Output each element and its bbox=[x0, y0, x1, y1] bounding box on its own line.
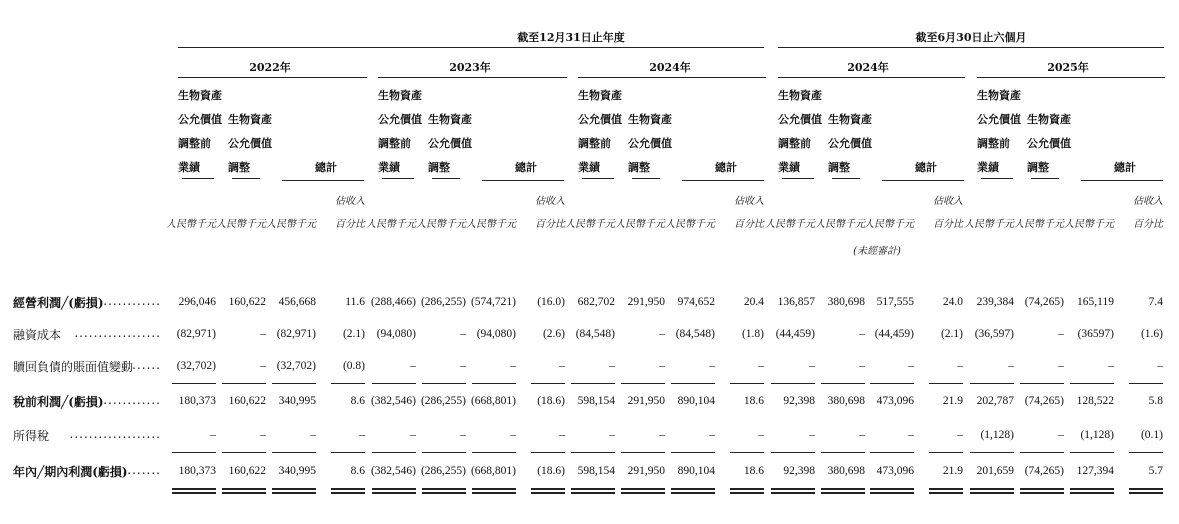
pre-adj-header-line: 業績 bbox=[778, 161, 800, 174]
table-cell: – bbox=[659, 328, 665, 340]
table-cell: (32,702) bbox=[176, 360, 216, 372]
unit-rmb: 人民幣千元 bbox=[815, 219, 865, 230]
unit-rmb: 人民幣千元 bbox=[1014, 219, 1064, 230]
table-cell: (94,080) bbox=[376, 328, 416, 340]
unit-rmb: 人民幣千元 bbox=[416, 219, 466, 230]
total-rule bbox=[222, 452, 266, 453]
row-label: 贖回負債的賬面值變動 bbox=[13, 360, 134, 374]
table-cell: – bbox=[957, 360, 963, 372]
total-rule bbox=[1070, 452, 1114, 453]
subtotal-rule bbox=[222, 383, 266, 384]
header-underline bbox=[382, 178, 414, 179]
table-cell: (82,971) bbox=[176, 328, 216, 340]
table-cell: 5.8 bbox=[1148, 395, 1163, 407]
total-header: 總計 bbox=[315, 161, 337, 174]
table-cell: (286,255) bbox=[420, 395, 466, 407]
adj-header-line: 公允價值 bbox=[1027, 137, 1071, 150]
table-cell: 160,622 bbox=[228, 296, 266, 308]
year-header: 2024年 bbox=[649, 61, 691, 74]
table-cell: 291,950 bbox=[627, 296, 665, 308]
table-cell: 8.6 bbox=[350, 465, 365, 477]
double-rule bbox=[531, 488, 565, 494]
table-cell: (44,459) bbox=[775, 328, 815, 340]
table-cell: 517,555 bbox=[876, 296, 914, 308]
row-label: 經營利潤╱(虧損) bbox=[13, 296, 104, 310]
table-cell: (0.1) bbox=[1140, 429, 1163, 441]
header-underline bbox=[432, 178, 460, 179]
table-cell: – bbox=[908, 429, 914, 441]
subtotal-rule bbox=[1129, 383, 1163, 384]
total-rule bbox=[472, 452, 516, 453]
table-cell: (18.6) bbox=[537, 395, 565, 407]
total-rule bbox=[821, 452, 865, 453]
total-header: 總計 bbox=[915, 161, 937, 174]
subtotal-rule bbox=[531, 383, 565, 384]
table-cell: – bbox=[659, 429, 665, 441]
header-underline bbox=[632, 178, 660, 179]
pre-adj-header-line: 調整前 bbox=[378, 137, 411, 150]
total-header: 總計 bbox=[715, 161, 737, 174]
pct-header-line: 佔收入 bbox=[1133, 196, 1163, 207]
adj-header-line: 調整 bbox=[228, 161, 250, 174]
table-cell: (668,801) bbox=[470, 395, 516, 407]
year-header: 2022年 bbox=[249, 61, 291, 74]
unit-rmb: 人民幣千元 bbox=[565, 219, 615, 230]
double-rule bbox=[172, 488, 216, 494]
total-rule bbox=[422, 452, 466, 453]
pre-adj-header-line: 業績 bbox=[578, 161, 600, 174]
subtotal-rule bbox=[970, 383, 1014, 384]
pct-header-line: 佔收入 bbox=[734, 196, 764, 207]
double-rule bbox=[730, 488, 764, 494]
total-rule bbox=[372, 452, 416, 453]
table-cell: (382,546) bbox=[370, 395, 416, 407]
table-cell: – bbox=[609, 360, 615, 372]
table-cell: 291,950 bbox=[627, 395, 665, 407]
header-underline bbox=[832, 178, 860, 179]
table-cell: 598,154 bbox=[577, 395, 615, 407]
table-cell: (286,255) bbox=[420, 465, 466, 477]
table-cell: (18.6) bbox=[537, 465, 565, 477]
subtotal-rule bbox=[671, 383, 715, 384]
table-cell: – bbox=[809, 360, 815, 372]
row-leader: ........ bbox=[122, 463, 161, 477]
adj-header-line: 公允價值 bbox=[228, 137, 272, 150]
table-cell: (94,080) bbox=[476, 328, 516, 340]
table-cell: – bbox=[310, 429, 316, 441]
table-cell: (32,702) bbox=[276, 360, 316, 372]
table-cell: 473,096 bbox=[876, 465, 914, 477]
unit-rmb: 人民幣千元 bbox=[864, 219, 914, 230]
table-cell: 682,702 bbox=[577, 296, 615, 308]
row-label: 所得稅 bbox=[13, 429, 50, 443]
pct-header-line: 百分比 bbox=[335, 219, 365, 230]
subtotal-rule bbox=[1070, 383, 1114, 384]
table-cell: 92,398 bbox=[783, 395, 815, 407]
pct-header-line: 佔收入 bbox=[335, 196, 365, 207]
subtotal-rule bbox=[621, 383, 665, 384]
total-rule bbox=[621, 452, 665, 453]
table-cell: (1,128) bbox=[980, 429, 1014, 441]
total-rule bbox=[331, 452, 365, 453]
year-header: 2025年 bbox=[1047, 61, 1089, 74]
table-cell: (84,548) bbox=[575, 328, 615, 340]
double-rule bbox=[372, 488, 416, 494]
subtotal-rule bbox=[771, 383, 815, 384]
unit-rmb: 人民幣千元 bbox=[615, 219, 665, 230]
pre-adj-header-line: 生物資產 bbox=[578, 89, 622, 102]
pct-header-line: 百分比 bbox=[933, 219, 963, 230]
table-cell: 380,698 bbox=[827, 395, 865, 407]
table-cell: – bbox=[460, 429, 466, 441]
table-cell: 890,104 bbox=[677, 465, 715, 477]
header-underline bbox=[1081, 180, 1163, 181]
table-cell: – bbox=[709, 429, 715, 441]
table-cell: 18.6 bbox=[743, 465, 764, 477]
table-cell: 18.6 bbox=[743, 395, 764, 407]
row-leader: ........ bbox=[122, 358, 161, 372]
adj-header-line: 調整 bbox=[828, 161, 850, 174]
table-cell: – bbox=[260, 429, 266, 441]
year-rule bbox=[977, 77, 1165, 78]
row-leader: ................... bbox=[69, 427, 161, 441]
table-cell: 8.6 bbox=[350, 395, 365, 407]
row-label: 年內╱期內利潤(虧損) bbox=[13, 465, 128, 479]
double-rule bbox=[1129, 488, 1163, 494]
table-cell: 127,394 bbox=[1076, 465, 1114, 477]
table-cell: 180,373 bbox=[178, 465, 216, 477]
pct-header-line: 百分比 bbox=[1133, 219, 1163, 230]
table-cell: – bbox=[758, 360, 764, 372]
unit-rmb: 人民幣千元 bbox=[665, 219, 715, 230]
pct-header-line: 百分比 bbox=[535, 219, 565, 230]
header-underline bbox=[232, 178, 260, 179]
table-cell: 380,698 bbox=[827, 296, 865, 308]
row-leader: ............ bbox=[103, 393, 161, 407]
double-rule bbox=[222, 488, 266, 494]
table-cell: 296,046 bbox=[178, 296, 216, 308]
header-underline bbox=[1031, 178, 1059, 179]
double-rule bbox=[671, 488, 715, 494]
total-rule bbox=[531, 452, 565, 453]
pre-adj-header-line: 生物資產 bbox=[378, 89, 422, 102]
table-cell: 165,119 bbox=[1077, 296, 1114, 308]
total-rule bbox=[272, 452, 316, 453]
table-cell: 340,995 bbox=[278, 395, 316, 407]
pre-adj-header-line: 業績 bbox=[977, 161, 999, 174]
table-cell: 974,652 bbox=[677, 296, 715, 308]
double-rule bbox=[621, 488, 665, 494]
table-cell: 598,154 bbox=[577, 465, 615, 477]
double-rule bbox=[821, 488, 865, 494]
unit-rmb: 人民幣千元 bbox=[266, 219, 316, 230]
pre-adj-header-line: 公允價值 bbox=[378, 113, 422, 126]
adj-header-line: 生物資產 bbox=[1027, 113, 1071, 126]
double-rule bbox=[472, 488, 516, 494]
table-cell: – bbox=[1108, 360, 1114, 372]
pre-adj-header-line: 生物資產 bbox=[178, 89, 222, 102]
header-underline bbox=[482, 180, 564, 181]
subtotal-rule bbox=[821, 383, 865, 384]
table-cell: (2.6) bbox=[542, 328, 565, 340]
subtotal-rule bbox=[472, 383, 516, 384]
table-cell: (36597) bbox=[1077, 328, 1114, 340]
table-cell: – bbox=[1157, 360, 1163, 372]
year-header: 2023年 bbox=[449, 61, 491, 74]
table-cell: (16.0) bbox=[537, 296, 565, 308]
table-cell: – bbox=[460, 360, 466, 372]
table-cell: 380,698 bbox=[827, 465, 865, 477]
table-cell: (74,265) bbox=[1024, 465, 1064, 477]
table-cell: – bbox=[210, 429, 216, 441]
pre-adj-header-line: 調整前 bbox=[578, 137, 611, 150]
table-cell: (0.8) bbox=[342, 360, 365, 372]
table-cell: (382,546) bbox=[370, 465, 416, 477]
total-rule bbox=[172, 452, 216, 453]
header-underline bbox=[882, 180, 964, 181]
table-cell: (84,548) bbox=[675, 328, 715, 340]
pre-adj-header-line: 公允價值 bbox=[977, 113, 1021, 126]
pre-adj-header-line: 公允價值 bbox=[778, 113, 822, 126]
total-rule bbox=[730, 452, 764, 453]
table-cell: (288,466) bbox=[370, 296, 416, 308]
pre-adj-header-line: 調整前 bbox=[178, 137, 211, 150]
total-header: 總計 bbox=[515, 161, 537, 174]
table-cell: – bbox=[609, 429, 615, 441]
adj-header-line: 調整 bbox=[628, 161, 650, 174]
table-cell: (82,971) bbox=[276, 328, 316, 340]
adj-header-line: 生物資產 bbox=[228, 113, 272, 126]
table-cell: (1.8) bbox=[741, 328, 764, 340]
unit-rmb: 人民幣千元 bbox=[964, 219, 1014, 230]
table-cell: 201,659 bbox=[976, 465, 1014, 477]
double-rule bbox=[331, 488, 365, 494]
unit-rmb: 人民幣千元 bbox=[466, 219, 516, 230]
table-cell: – bbox=[559, 360, 565, 372]
adj-header-line: 調整 bbox=[428, 161, 450, 174]
table-cell: 202,787 bbox=[976, 395, 1014, 407]
subtotal-rule bbox=[172, 383, 216, 384]
table-cell: – bbox=[859, 328, 865, 340]
unit-rmb: 人民幣千元 bbox=[765, 219, 815, 230]
header-underline bbox=[182, 178, 214, 179]
table-cell: (74,265) bbox=[1024, 296, 1064, 308]
double-rule bbox=[1020, 488, 1064, 494]
table-cell: 340,995 bbox=[278, 465, 316, 477]
pre-adj-header-line: 生物資產 bbox=[977, 89, 1021, 102]
table-cell: – bbox=[559, 429, 565, 441]
subtotal-rule bbox=[372, 383, 416, 384]
unit-rmb: 人民幣千元 bbox=[216, 219, 266, 230]
table-cell: 128,522 bbox=[1076, 395, 1114, 407]
header-underline bbox=[981, 178, 1013, 179]
row-label: 稅前利潤╱(虧損) bbox=[13, 395, 104, 409]
adj-header-line: 生物資產 bbox=[428, 113, 472, 126]
adj-header-line: 生物資產 bbox=[828, 113, 872, 126]
total-rule bbox=[870, 452, 914, 453]
pre-adj-header-line: 公允價值 bbox=[578, 113, 622, 126]
group-header-interim: 截至6月30日止六個月 bbox=[915, 31, 1027, 44]
group-rule-annual bbox=[178, 47, 764, 48]
table-cell: (1,128) bbox=[1080, 429, 1114, 441]
header-underline bbox=[682, 180, 764, 181]
table-cell: 160,622 bbox=[228, 395, 266, 407]
unit-rmb: 人民幣千元 bbox=[366, 219, 416, 230]
pre-adj-header-line: 生物資產 bbox=[778, 89, 822, 102]
table-cell: – bbox=[709, 360, 715, 372]
unaudited-note: (未經審計) bbox=[853, 246, 901, 257]
subtotal-rule bbox=[272, 383, 316, 384]
table-cell: – bbox=[510, 429, 516, 441]
unit-rmb: 人民幣千元 bbox=[166, 219, 216, 230]
table-cell: 21.9 bbox=[942, 465, 963, 477]
double-rule bbox=[970, 488, 1014, 494]
table-cell: 136,857 bbox=[777, 296, 815, 308]
pre-adj-header-line: 公允價值 bbox=[178, 113, 222, 126]
table-cell: – bbox=[510, 360, 516, 372]
table-cell: 180,373 bbox=[178, 395, 216, 407]
subtotal-rule bbox=[571, 383, 615, 384]
year-rule bbox=[778, 77, 965, 78]
adj-header-line: 公允價值 bbox=[628, 137, 672, 150]
table-cell: 7.4 bbox=[1148, 296, 1163, 308]
year-rule bbox=[578, 77, 766, 78]
table-cell: 24.0 bbox=[942, 296, 963, 308]
table-cell: – bbox=[410, 360, 416, 372]
pct-header-line: 佔收入 bbox=[933, 196, 963, 207]
table-cell: (1.6) bbox=[1140, 328, 1163, 340]
double-rule bbox=[929, 488, 963, 494]
total-rule bbox=[571, 452, 615, 453]
table-cell: – bbox=[908, 360, 914, 372]
pct-header-line: 佔收入 bbox=[535, 196, 565, 207]
table-cell: 20.4 bbox=[743, 296, 764, 308]
total-rule bbox=[1020, 452, 1064, 453]
table-cell: – bbox=[1058, 328, 1064, 340]
table-cell: 291,950 bbox=[627, 465, 665, 477]
table-cell: 5.7 bbox=[1148, 465, 1163, 477]
table-cell: (574,721) bbox=[470, 296, 516, 308]
table-cell: – bbox=[410, 429, 416, 441]
year-rule bbox=[178, 77, 367, 78]
table-cell: (286,255) bbox=[420, 296, 466, 308]
double-rule bbox=[422, 488, 466, 494]
subtotal-rule bbox=[1020, 383, 1064, 384]
double-rule bbox=[870, 488, 914, 494]
table-cell: 473,096 bbox=[876, 395, 914, 407]
pre-adj-header-line: 調整前 bbox=[778, 137, 811, 150]
table-cell: (2.1) bbox=[940, 328, 963, 340]
table-cell: – bbox=[1008, 360, 1014, 372]
table-cell: (74,265) bbox=[1024, 395, 1064, 407]
header-underline bbox=[782, 178, 814, 179]
table-cell: (44,459) bbox=[874, 328, 914, 340]
row-label: 融資成本 bbox=[13, 328, 62, 342]
adj-header-line: 公允價值 bbox=[828, 137, 872, 150]
pct-header-line: 百分比 bbox=[734, 219, 764, 230]
row-leader: ............ bbox=[103, 294, 161, 308]
total-rule bbox=[929, 452, 963, 453]
table-cell: – bbox=[1058, 360, 1064, 372]
pre-adj-header-line: 業績 bbox=[178, 161, 200, 174]
table-cell: – bbox=[260, 328, 266, 340]
table-cell: 11.6 bbox=[345, 296, 365, 308]
table-cell: (668,801) bbox=[470, 465, 516, 477]
table-cell: 890,104 bbox=[677, 395, 715, 407]
subtotal-rule bbox=[929, 383, 963, 384]
pre-adj-header-line: 業績 bbox=[378, 161, 400, 174]
adj-header-line: 公允價值 bbox=[428, 137, 472, 150]
table-cell: – bbox=[809, 429, 815, 441]
table-cell: 456,668 bbox=[278, 296, 316, 308]
table-cell: – bbox=[460, 328, 466, 340]
year-header: 2024年 bbox=[847, 61, 889, 74]
table-cell: – bbox=[359, 429, 365, 441]
subtotal-rule bbox=[730, 383, 764, 384]
subtotal-rule bbox=[331, 383, 365, 384]
subtotal-rule bbox=[870, 383, 914, 384]
table-cell: – bbox=[957, 429, 963, 441]
row-leader: .................. bbox=[74, 326, 161, 340]
double-rule bbox=[571, 488, 615, 494]
subtotal-rule bbox=[422, 383, 466, 384]
unit-rmb: 人民幣千元 bbox=[1064, 219, 1114, 230]
double-rule bbox=[771, 488, 815, 494]
table-cell: 239,384 bbox=[976, 296, 1014, 308]
total-rule bbox=[771, 452, 815, 453]
table-cell: 92,398 bbox=[783, 465, 815, 477]
total-header: 總計 bbox=[1114, 161, 1136, 174]
table-cell: – bbox=[758, 429, 764, 441]
adj-header-line: 生物資產 bbox=[628, 113, 672, 126]
total-rule bbox=[970, 452, 1014, 453]
table-cell: – bbox=[260, 360, 266, 372]
header-underline bbox=[282, 180, 364, 181]
table-cell: – bbox=[859, 360, 865, 372]
double-rule bbox=[1070, 488, 1114, 494]
table-cell: – bbox=[1058, 429, 1064, 441]
adj-header-line: 調整 bbox=[1027, 161, 1049, 174]
table-cell: – bbox=[659, 360, 665, 372]
double-rule bbox=[272, 488, 316, 494]
pre-adj-header-line: 調整前 bbox=[977, 137, 1010, 150]
total-rule bbox=[1129, 452, 1163, 453]
table-cell: – bbox=[859, 429, 865, 441]
year-rule bbox=[378, 77, 567, 78]
table-cell: (36,597) bbox=[974, 328, 1014, 340]
table-cell: (2.1) bbox=[342, 328, 365, 340]
group-rule-interim bbox=[778, 47, 1164, 48]
header-underline bbox=[582, 178, 614, 179]
table-cell: 21.9 bbox=[942, 395, 963, 407]
total-rule bbox=[671, 452, 715, 453]
table-cell: 160,622 bbox=[228, 465, 266, 477]
group-header-annual: 截至12月31日止年度 bbox=[517, 31, 625, 44]
